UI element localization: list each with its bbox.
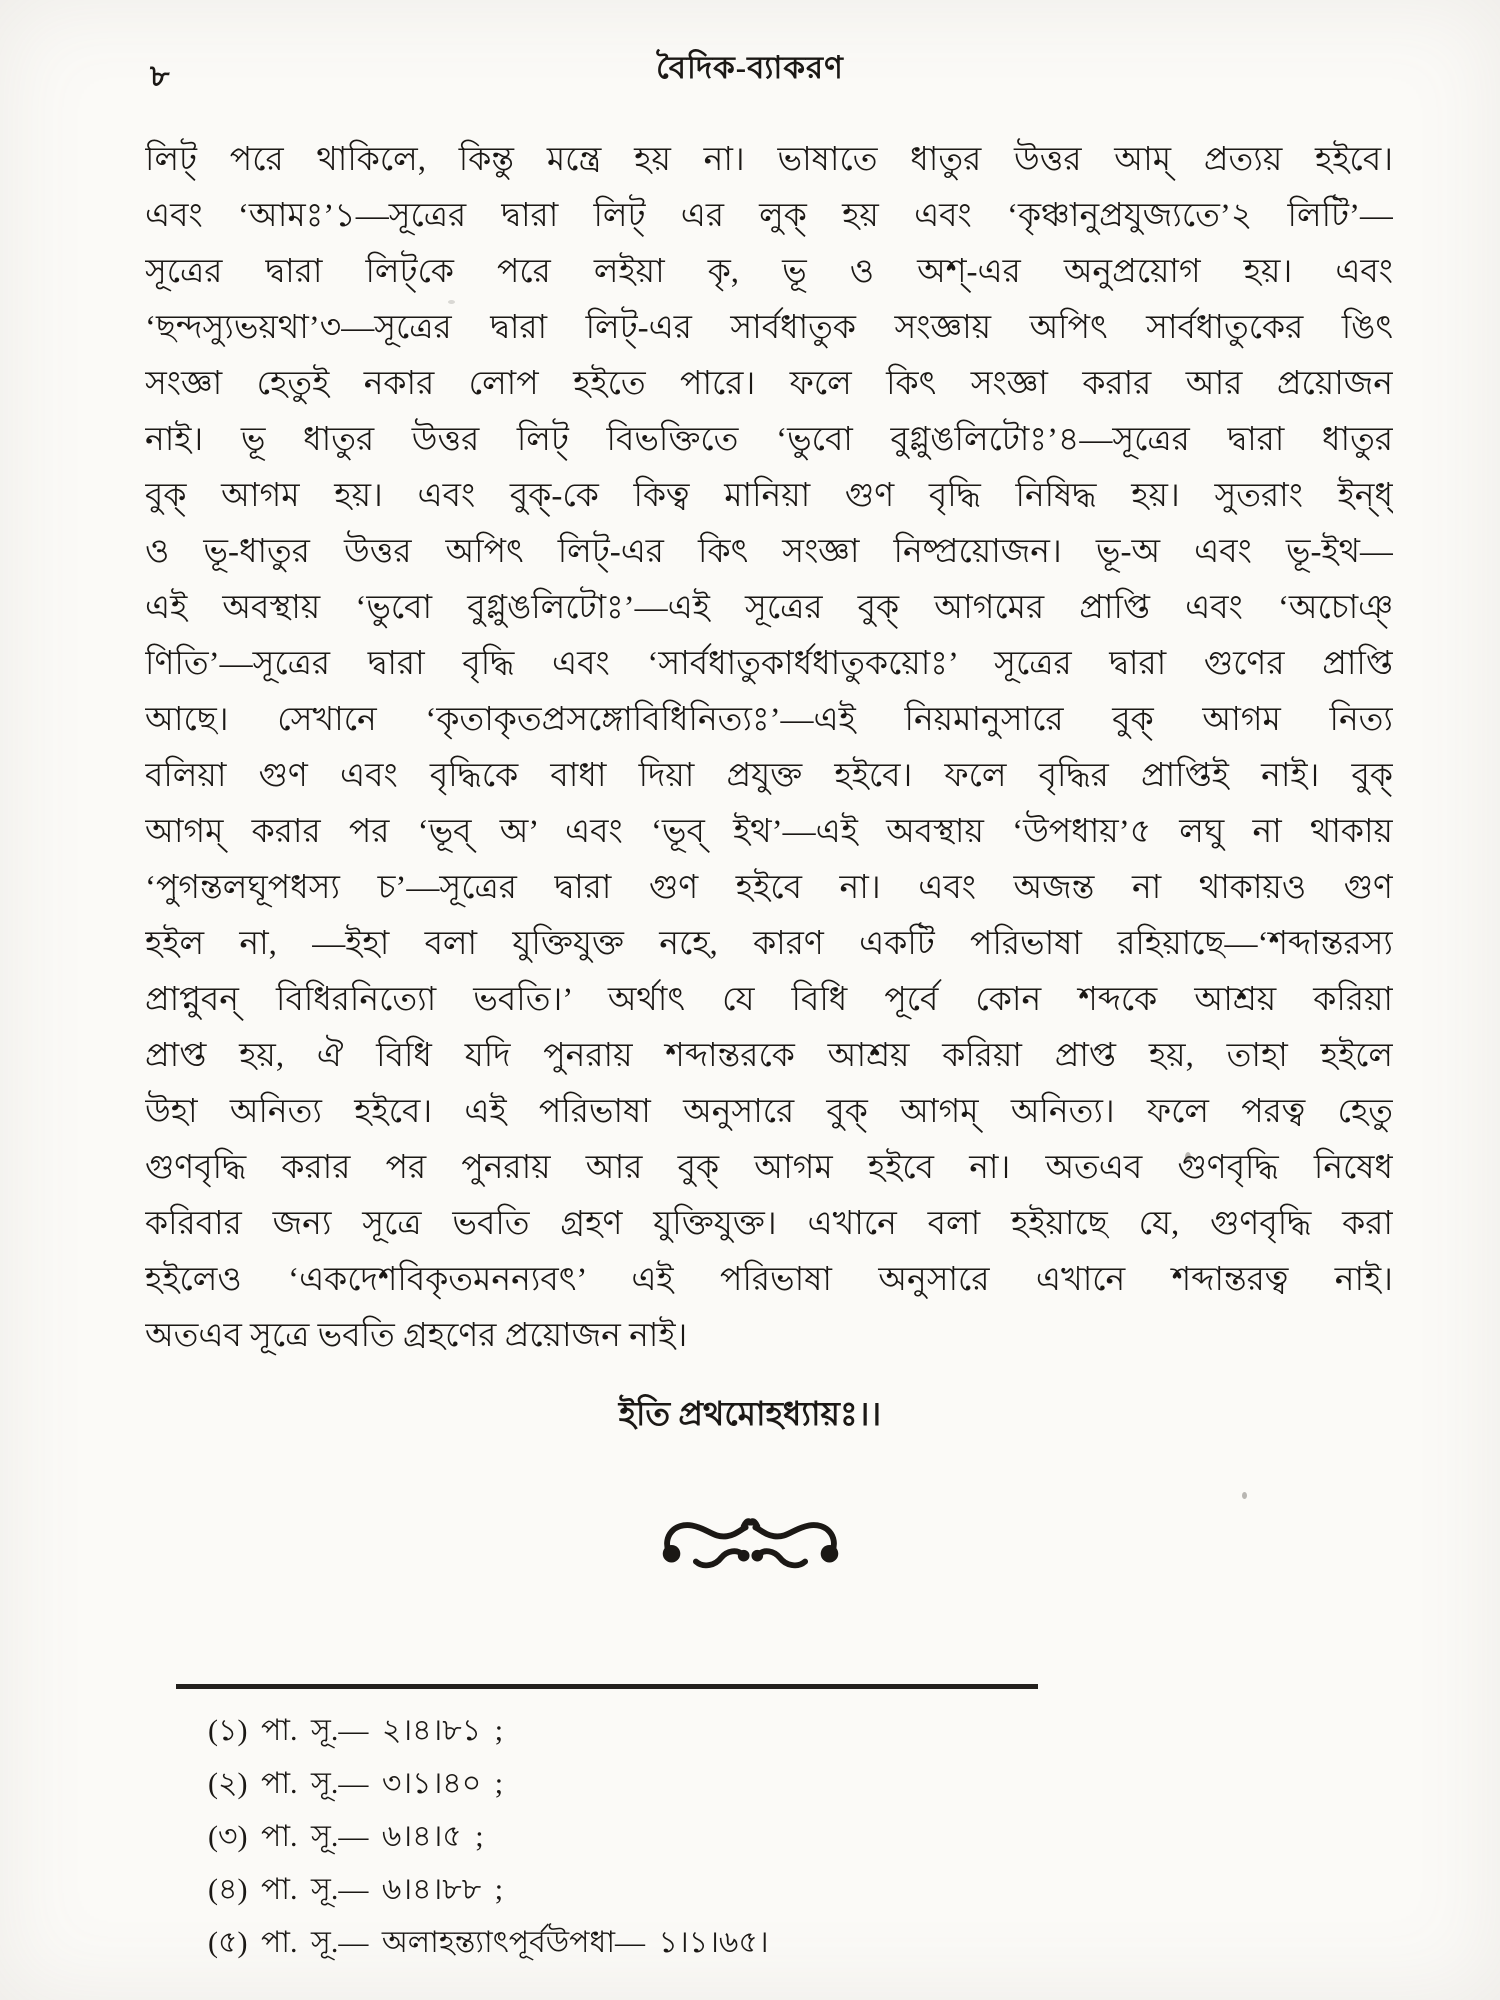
footnote-divider-rule [176,1684,1038,1689]
footnotes [208,1704,1380,1969]
body-line: অতএব সূত্রে ভবতি গ্রহণের প্রয়োজন নাই। [145,1318,688,1354]
body-line: এবং ‘আমঃ’১—সূত্রের দ্বারা লিট্ এর লুক্ হয় এবং ‘কৃঞ্চানুপ্রযুজ্যতে’২ লিটি’— [145,198,1393,234]
body-line: হইল না, —ইহা বলা যুক্তিযুক্ত নহে, কারণ একটি পরিভাষা রহিয়াছে—‘শব্দান্তরস্য [145,926,1393,962]
chapter-end-line: ইতি প্রথমোহধ্যায়ঃ।। [618,1397,882,1433]
body-line: করিবার জন্য সূত্রে ভবতি গ্রহণ যুক্তিযুক্ত। এখানে বলা হইয়াছে যে, গুণবৃদ্ধি করা [145,1206,1393,1242]
footnote-item: (৩) পা. সূ.— ৬।৪।৫ ; [208,1820,484,1853]
body-line: প্রাপ্ত হয়, ঐ বিধি যদি পুনরায় শব্দান্তরকে আশ্রয় করিয়া প্রাপ্ত হয়, তাহা হইলে [145,1038,1393,1074]
footnote-item: (১) পা. সূ.— ২।৪।৮১ ; [208,1714,504,1747]
body-line: ‘পুগন্তলঘূপধস্য চ’—সূত্রের দ্বারা গুণ হইবে না। এবং অজন্ত না থাকায়ও গুণ [145,870,1393,906]
scan-speck [448,300,455,304]
body-line: আগম্ করার পর ‘ভূব্ অ’ এবং ‘ভূব্ ইথ’—এই অবস্থায় ‘উপধায়’৫ লঘু না থাকায় [145,814,1393,850]
body-line: প্রাপ্নুবন্ বিধিরনিত্যো ভবতি।’ অর্থাৎ যে বিধি পূর্বে কোন শব্দকে আশ্রয় করিয়া [145,982,1393,1018]
body-line: সূত্রের দ্বারা লিট্‌কে পরে লইয়া কৃ, ভূ ও অশ্-এর অনুপ্রয়োগ হয়। এবং [145,254,1393,290]
book-title: বৈদিক-ব্যাকরণ [656,50,844,85]
body-line: গুণবৃদ্ধি করার পর পুনরায় আর বুক্ আগম হইবে না। অতএব গুণবৃদ্ধি নিষেধ [145,1150,1393,1186]
body-line: বুক্ আগম হয়। এবং বুক্-কে কিত্ব মানিয়া গুণ বৃদ্ধি নিষিদ্ধ হয়। সুতরাং ইন্ধ্ [145,478,1393,514]
section-divider [0,1512,1500,1579]
body-line: আছে। সেখানে ‘কৃতাকৃতপ্রসঙ্গোবিধিনিত্যঃ’—এই নিয়মানুসারে বুক্ আগম নিত্য [145,702,1393,738]
footnote-item: (৫) পা. সূ.— অলাহন্ত্যাৎপূর্বউপধা— ১।১।৬৫। [208,1926,769,1959]
body-text [145,132,1393,1364]
body-line: ণিতি’—সূত্রের দ্বারা বৃদ্ধি এবং ‘সার্বধাতুকার্ধধাতুকয়োঃ’ সূত্রের দ্বারা গুণের প্রাপ্তি [145,646,1393,682]
footnote-item: (২) পা. সূ.— ৩।১।৪০ ; [208,1767,504,1800]
footnote-item: (৪) পা. সূ.— ৬।৪।৮৮ ; [208,1873,504,1906]
page-number: ৮ [150,60,170,93]
body-line: ‘ছন্দস্যুভয়থা’৩—সূত্রের দ্বারা লিট্-এর সার্বধাতুক সংজ্ঞায় অপিৎ সার্বধাতুকের ঙিৎ [145,310,1393,346]
body-line: সংজ্ঞা হেতুই নকার লোপ হইতে পারে। ফলে কিৎ সংজ্ঞা করার আর প্রয়োজন [145,366,1393,402]
body-line: হইলেও ‘একদেশবিকৃতমনন্যবৎ’ এই পরিভাষা অনুসারে এখানে শব্দান্তরত্ব নাই। [145,1262,1393,1298]
scan-speck [1185,1152,1191,1162]
body-line: ও ভূ-ধাতুর উত্তর অপিৎ লিট্-এর কিৎ সংজ্ঞা নিষ্প্রয়োজন। ভূ-অ এবং ভূ-ইথ— [145,534,1393,570]
body-line: বলিয়া গুণ এবং বৃদ্ধিকে বাধা দিয়া প্রযুক্ত হইবে। ফলে বৃদ্ধির প্রাপ্তিই নাই। বুক্ [145,758,1393,794]
body-line: লিট্ পরে থাকিলে, কিন্তু মন্ত্রে হয় না। ভাষাতে ধাতুর উত্তর আম্ প্রত্যয় হইবে। [145,142,1393,178]
body-line: নাই। ভূ ধাতুর উত্তর লিট্ বিভক্তিতে ‘ভুবো বুগ্লুঙলিটোঃ’৪—সূত্রের দ্বারা ধাতুর [145,422,1393,458]
page-header [0,36,1500,96]
body-line: উহা অনিত্য হইবে। এই পরিভাষা অনুসারে বুক্ আগম্ অনিত্য। ফলে পরত্ব হেতু [145,1094,1393,1130]
scan-speck [1242,1492,1247,1499]
body-line: এই অবস্থায় ‘ভুবো বুগ্লুঙলিটোঃ’—এই সূত্রের বুক্ আগমের প্রাপ্তি এবং ‘অচোঞ্ [145,590,1393,626]
scroll-flourish-icon [653,1512,848,1579]
